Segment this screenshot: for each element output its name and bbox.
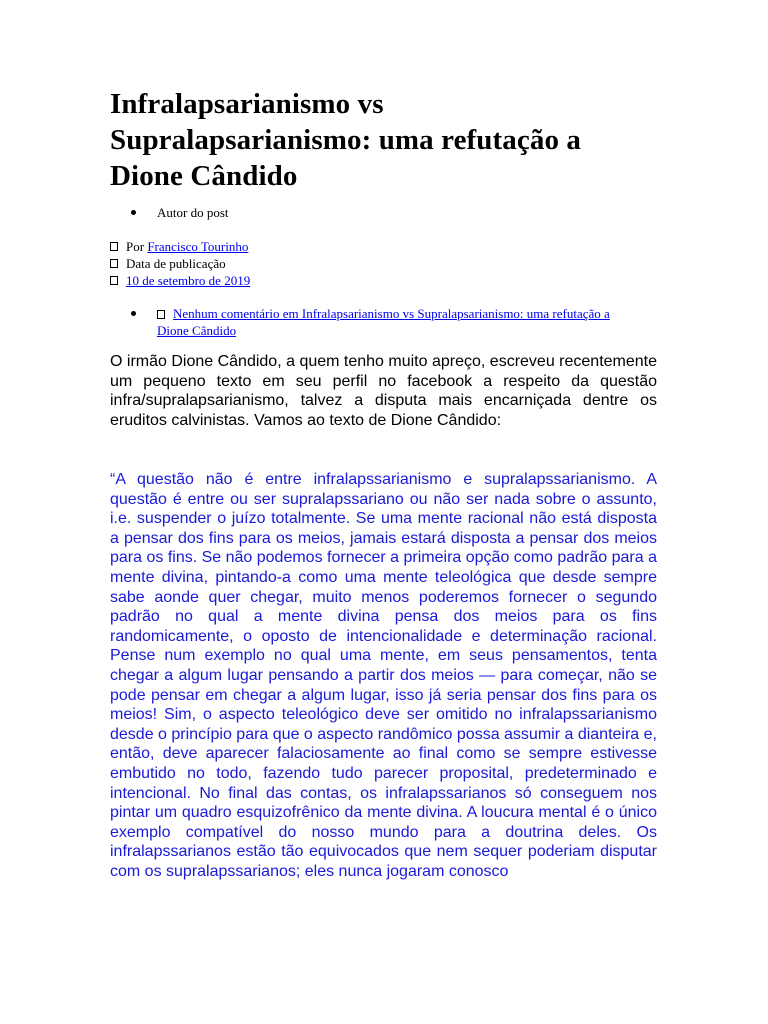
calendar-icon bbox=[110, 259, 118, 268]
comment-icon bbox=[157, 310, 165, 319]
date-label-row bbox=[110, 255, 226, 272]
comments-bullet bbox=[131, 305, 636, 339]
bullet-icon bbox=[131, 210, 136, 215]
date-label: Data de publicação bbox=[126, 256, 226, 271]
quote-paragraph: “A questão não é entre infralapssarianismo e supralapssarianismo. A questão é entre ou ser supralapssariano ou não ser nada sobre o assunto, i.e. suspender o juízo totalmente. Se uma mente racional não está disposta a pensar dos fins para os meios, jamais estará disposta a pensar dos meios para os fins. Se não podemos fornecer a primeira opção como padrão para a mente divina, pintando-a como uma mente teleológica que desde sempre sabe aonde quer chegar, muito menos poderemos fornecer o segundo padrão no qual a mente divina pensa dos meios para os fins randomicamente, o oposto de intencionalidade e determinação racional. Pense num exemplo no qual uma mente, em seus pensamentos, tenta chegar a algum lugar pensando a partir dos meios — para começar, não se pode pensar em chegar a algum lugar, isso já seria pensar dos fins para os meios! Sim, o aspecto teleológico deve ser omitido no infralapssarianismo desde o princípio para que o aspecto randômico possa assumir a dianteira e, então, deve aparecer falaciosamente ao final como se sempre estivesse embutido no todo, fazendo tudo parecer proposital, predeterminado e intencional. No final das contas, os infralapssarianos só conseguem nos pintar um quadro esquizofrênico da mente divina. A loucura mental é o único exemplo compatível do nosso mundo para a doutrina deles. Os infralapssarianos estão tão equivocados que nem sequer poderiam disputar com os supralapssarianos; eles nunca jogaram conosco bbox=[110, 471, 657, 880]
intro-paragraph: O irmão Dione Cândido, a quem tenho muito apreço, escreveu recentemente um pequeno texto em seu perfil no facebook a respeito da questão infra/supralapsarianismo, talvez a disputa mais encarniçada dentre os eruditos calvinistas. Vamos ao texto de Dione Cândido: bbox=[110, 353, 657, 429]
author-label: Autor do post bbox=[157, 205, 229, 220]
by-prefix: Por bbox=[126, 239, 145, 254]
date-row bbox=[110, 272, 250, 289]
post-title: Infralapsarianismo vs Supralapsarianismo: uma refutação a Dione Cândido bbox=[110, 88, 582, 192]
comments-link[interactable]: Nenhum comentário em Infralapsarianismo vs Supralapsarianismo: uma refutação a Dione Cândido bbox=[157, 306, 610, 338]
date-icon bbox=[110, 276, 118, 285]
author-icon bbox=[110, 242, 118, 251]
author-link[interactable]: Francisco Tourinho bbox=[147, 239, 249, 254]
bullet-icon bbox=[131, 311, 136, 316]
byline bbox=[110, 238, 248, 255]
author-bullet bbox=[131, 204, 229, 221]
date-link[interactable]: 10 de setembro de 2019 bbox=[126, 273, 251, 288]
